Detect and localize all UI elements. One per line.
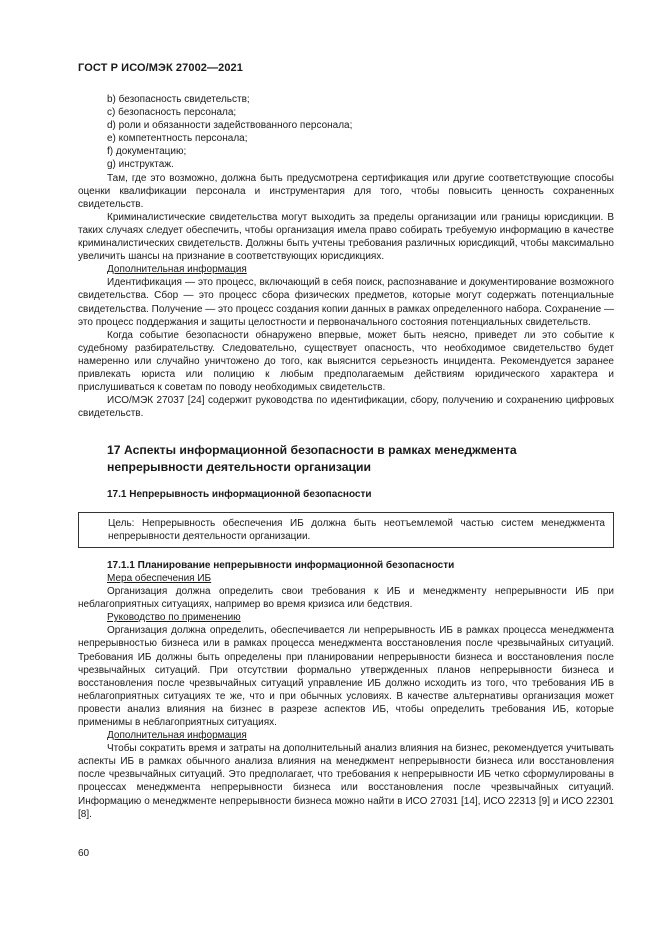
- standard-header: ГОСТ Р ИСО/МЭК 27002—2021: [78, 62, 243, 74]
- goal-box: [78, 512, 614, 548]
- list-item: c) безопасность персонала;: [107, 107, 237, 119]
- control-text: Организация должна определить свои требования к ИБ и менеджменту непрерывности ИБ при неблагоприятных ситуациях, например во время кризиса или бедствия.: [78, 586, 614, 611]
- goal-text: Цель: Непрерывность обеспечения ИБ должна быть неотъемлемой частью систем менеджмента непрерывности деятельности организации.: [108, 517, 605, 542]
- list-item: b) безопасность свидетельств;: [107, 94, 250, 105]
- guidance-text: Организация должна определить, обеспечивается ли непрерывность ИБ в рамках процесса менеджмента непрерывностью бизнеса или в рамках процесса менеджмента восстановления после чрезвычайных ситуаций. Требования ИБ должны быть определены при планировании непрерывности бизнеса и восстановления после чрезвычайных ситуаций. При отсутствии формально утвержденных планов непрерывности бизнеса и восстановления после чрезвычайных ситуаций управление ИБ должно исходить из того, что требования ИБ в неблагоприятных ситуациях те же, что и при обычных условиях. В качестве альтернативы организация может провести анализ влияния на бизнес в разрезе аспектов ИБ, чтобы определить требования ИБ, которые применимы в неблагоприятных ситуациях.: [78, 625, 614, 728]
- section-17-1-1-heading: 17.1.1 Планирование непрерывности информационной безопасности: [107, 559, 455, 571]
- control-label: Мера обеспечения ИБ: [107, 572, 212, 584]
- additional-info-label: Дополнительная информация: [107, 264, 247, 276]
- list-item: g) инструктаж.: [107, 159, 174, 171]
- list-block: [78, 93, 614, 172]
- paragraph: Идентификация — это процесс, включающий в себя поиск, распознавание и документирование возможного свидетельства. Сбор — это процесс сбора физических предметов, которые могут содержать потенциальные свидетельства. Получение — это процесс создания копии данных в рамках определенного набора. Сохранение — это процесс поддержания и защиты целостности и первоначального состояния потенциальных свидетельств.: [78, 277, 614, 328]
- additional-info-text: Чтобы сократить время и затраты на дополнительный анализ влияния на бизнес, рекомендуется учитывать аспекты ИБ в рамках обычного анализа влияния на менеджмент непрерывности бизнеса или восстановления после чрезвычайных ситуаций. Это предполагает, что требования к непрерывности ИБ четко сформулированы в процессах менеджмента непрерывности бизнеса или восстановления после чрезвычайных ситуаций. Информацию о менеджменте непрерывности бизнеса можно найти в ИСО 27031 [14], ИСО 22313 [9] и ИСО 22301 [8].: [78, 743, 614, 820]
- additional-info-label: Дополнительная информация: [107, 730, 247, 742]
- paragraph: ИСО/МЭК 27037 [24] содержит руководства по идентификации, сбору, получению и сохранению цифровых свидетельств.: [78, 395, 614, 420]
- page-content: [78, 93, 614, 821]
- guidance-label: Руководство по применению: [107, 612, 241, 624]
- list-item: e) компетентность персонала;: [107, 133, 248, 145]
- list-item: d) роли и обязанности задействованного персонала;: [107, 120, 353, 132]
- paragraph: Там, где это возможно, должна быть предусмотрена сертификация или другие соответствующие способы оценки квалификации персонала и инструментария для того, чтобы повысить ценность сохраненных свидетельств.: [78, 172, 614, 210]
- list-item: f) документацию;: [107, 146, 187, 158]
- paragraph: Когда событие безопасности обнаружено впервые, может быть неясно, приведет ли это событие к судебному разбирательству. Следовательно, существует опасность, что необходимое свидетельство будет намеренно или случайно уничтожено до того, как выяснится серьезность инцидента. Рекомендуется заранее привлекать юриста или полицию к любым предполагаемым действиям юридического характера и прислушиваться к советам по поводу необходимых свидетельств.: [78, 329, 614, 394]
- section-17-1-heading: 17.1 Непрерывность информационной безопасности: [107, 488, 372, 500]
- section-17-heading: 17 Аспекты информационной безопасности в рамках менеджмента непрерывности деятельности организации: [107, 443, 517, 474]
- paragraph: Криминалистические свидетельства могут выходить за пределы организации или границы юрисдикции. В таких случаях следует обеспечить, чтобы организация имела право собирать требуемую информацию в качестве криминалистических свидетельств. Должны быть учтены требования различных юрисдикций, чтобы максимально увеличить шансы на признание в соответствующих юрисдикциях.: [78, 211, 614, 263]
- page-number: 60: [78, 848, 90, 859]
